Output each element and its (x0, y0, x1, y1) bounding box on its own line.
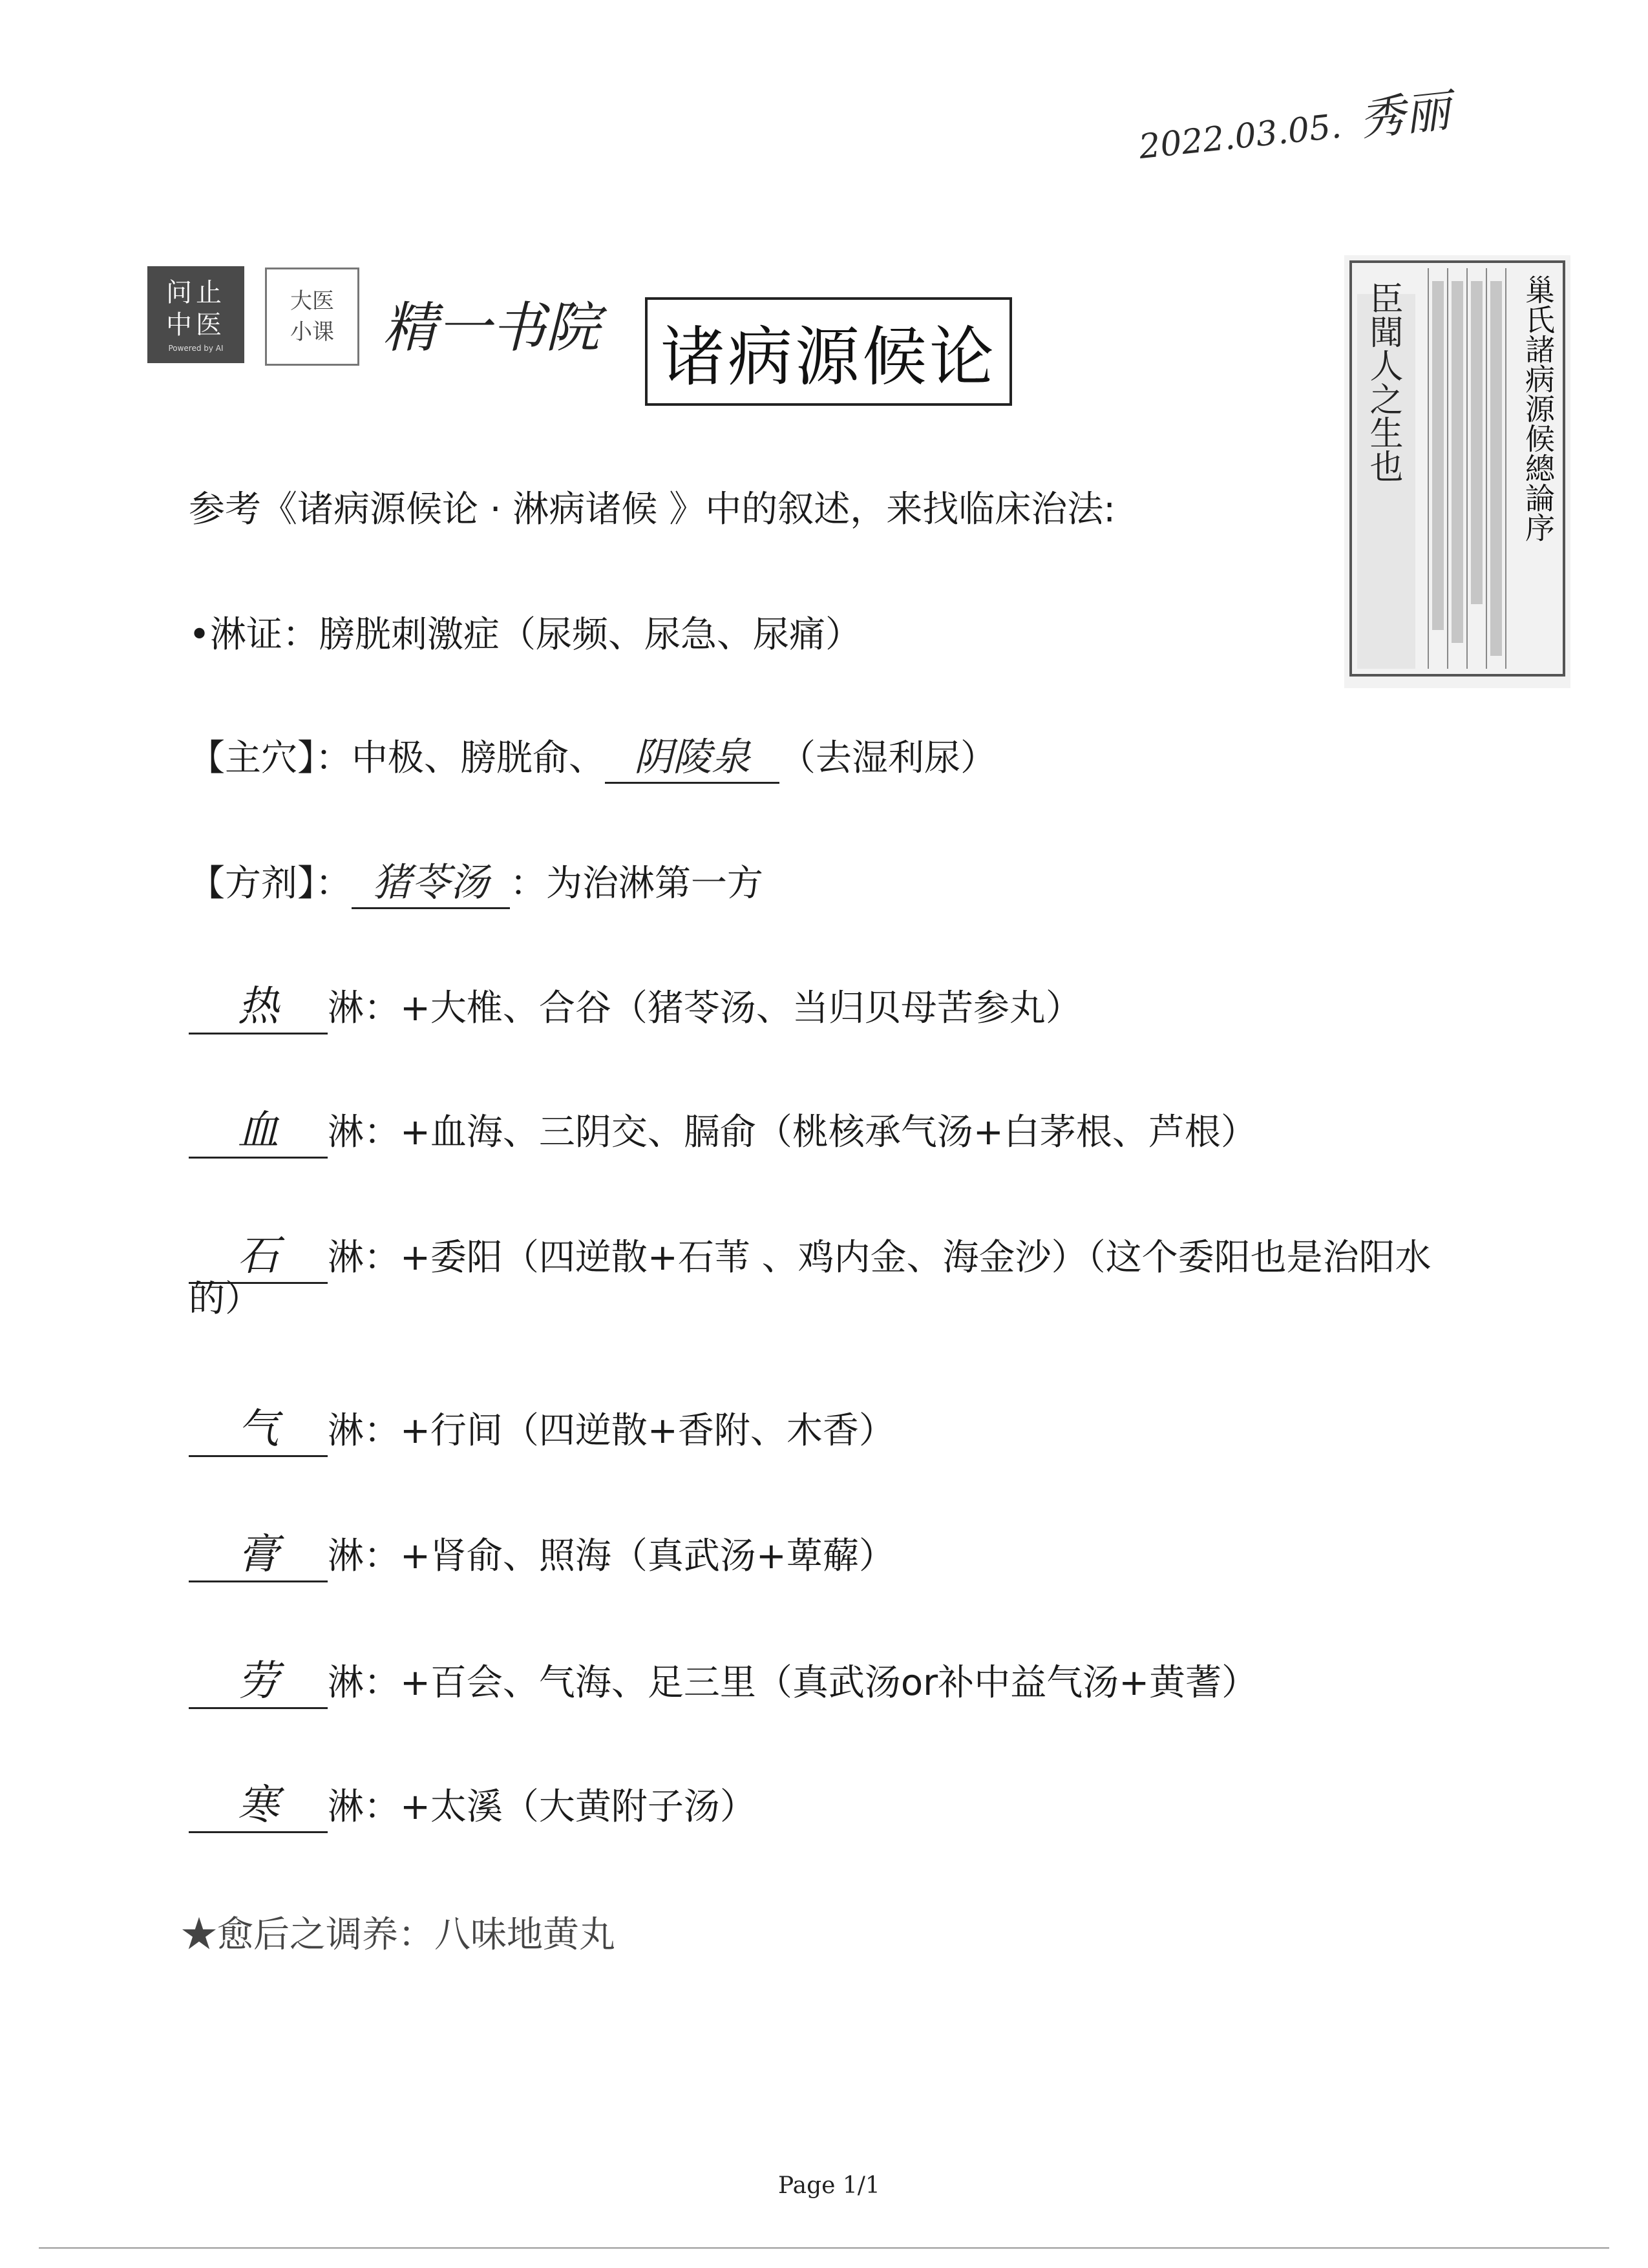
lin-item-han (189, 1772, 756, 1833)
main-acupoints-fill (605, 726, 779, 784)
logo1-line1: 问止 (166, 278, 226, 308)
lin-blank (189, 1396, 328, 1457)
lin-blank (189, 1648, 328, 1709)
lin-text: 淋：+肾俞、照海（真武汤+萆薢） (328, 1535, 895, 1577)
lin-item-shi-cont: 的） (189, 1278, 261, 1320)
main-acupoints-handwritten: 阴陵泉 (634, 735, 750, 780)
jingyi-shuyuan-logo: 精一书院 (383, 296, 600, 359)
lin-handwritten: 血 (237, 1107, 279, 1155)
lin-text: 淋：+百会、气海、足三里（真武汤or补中益气汤+黄蓍） (328, 1662, 1258, 1704)
lin-text: 淋：+太溪（大黄附子汤） (328, 1786, 756, 1828)
page-number: Page 1/1 (778, 2172, 880, 2199)
lin-item-xue (189, 1097, 1257, 1159)
title-text: 诸病源候论 (660, 319, 997, 395)
lin-handwritten: 劳 (237, 1657, 279, 1705)
formula-handwritten: 猪苓汤 (372, 860, 489, 905)
wenzhi-logo (147, 266, 244, 363)
old-book-image (1344, 255, 1570, 688)
logo2-line1: 大医 (290, 288, 334, 314)
lin-handwritten: 寒 (237, 1781, 279, 1829)
lin-item-qi (189, 1396, 895, 1457)
date-text: 2022.03.05. (1137, 107, 1344, 167)
main-acupoints-after: （去湿利尿） (779, 737, 997, 779)
main-acupoints-label: 【主穴】： (189, 737, 352, 779)
logo1-line2: 中医 (166, 310, 226, 340)
lin-handwritten: 热 (237, 983, 279, 1031)
document-title (645, 297, 1012, 406)
oldbook-line2: 臣聞人之生也 (1364, 281, 1402, 483)
lin-item-lao (189, 1648, 1258, 1709)
lin-zheng-text: •淋证：膀胱刺激症（尿频、尿急、尿痛） (189, 614, 862, 656)
lin-text: 淋：+委阳（四逆散+石苇 、鸡内金、海金沙）（这个委阳也是治阳水 (328, 1237, 1431, 1279)
logo1-small: Powered by AI (168, 344, 224, 353)
lin-blank (189, 1772, 328, 1833)
lin-blank (189, 973, 328, 1034)
lin-text: 淋：+行间（四逆散+香附、木香） (328, 1410, 895, 1452)
oldbook-title: 巢氏諸病源候總論序 (1521, 275, 1556, 542)
bottom-divider (39, 2247, 1609, 2249)
formula-line (189, 852, 763, 909)
signature: 秀丽 (1357, 83, 1453, 147)
formula-fill (352, 852, 510, 909)
lin-text: 淋：+大椎、合谷（猪苓汤、当归贝母苦参丸） (328, 987, 1082, 1029)
lin-handwritten: 气 (237, 1405, 279, 1453)
aftercare-text: ★愈后之调养：八味地黄丸 (181, 1914, 615, 1956)
lin-item-gao (189, 1521, 895, 1582)
dayi-logo (265, 268, 359, 366)
lin-text: 淋：+血海、三阴交、膈俞（桃核承气汤+白茅根、芦根） (328, 1111, 1257, 1153)
lin-blank (189, 1521, 328, 1582)
formula-after: ：为治淋第一方 (510, 863, 763, 905)
handwritten-date (1135, 74, 1453, 172)
intro-text: 参考《诸病源候论 · 淋病诸候 》中的叙述，来找临床治法: (189, 488, 1116, 530)
lin-item-shi (189, 1223, 1431, 1284)
main-acupoints-text: 中极、膀胱俞、 (352, 737, 605, 779)
logo2-line2: 小课 (290, 319, 334, 345)
formula-label: 【方剂】： (189, 863, 352, 905)
lin-handwritten: 石 (237, 1232, 279, 1280)
lin-handwritten: 膏 (237, 1531, 279, 1579)
lin-item-re (189, 973, 1082, 1034)
lin-blank (189, 1097, 328, 1159)
main-acupoints-line (189, 726, 997, 784)
